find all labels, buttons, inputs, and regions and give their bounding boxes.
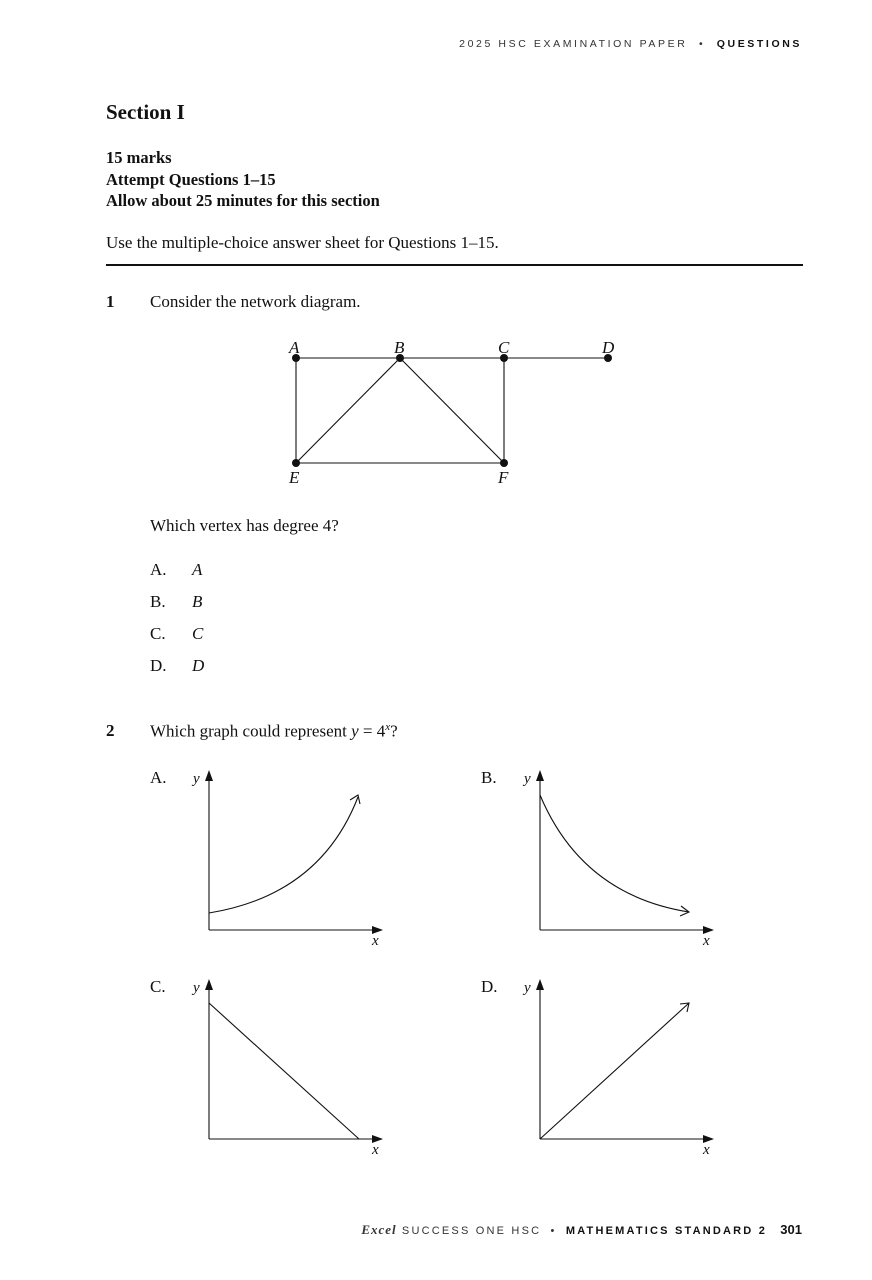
section-instruction: Use the multiple-choice answer sheet for Questions 1–15. [106, 233, 499, 252]
page-number: 301 [780, 1222, 802, 1237]
vertex-label-c: C [498, 338, 510, 357]
footer-series: SUCCESS ONE HSC [401, 1225, 542, 1237]
q2-prompt-text: Which graph could represent [150, 721, 352, 741]
vertex-e-dot [292, 459, 300, 467]
vertex-label-b: B [394, 338, 405, 357]
q2-option-d-letter: D. [481, 977, 498, 996]
graph-c-y-arrowhead [205, 979, 213, 990]
edge-b-f [400, 358, 504, 463]
q1-option-d-value: D [192, 656, 205, 675]
q1-question: Which vertex has degree 4? [150, 516, 339, 535]
q2-graph-b-ylabel: y [524, 771, 531, 787]
q1-option-c-letter: C. [150, 624, 166, 643]
graph-d-y-arrowhead [536, 979, 544, 990]
edge-b-e [296, 358, 400, 463]
q1-option-c-value: C [192, 624, 204, 643]
running-title: 2025 HSC EXAMINATION PAPER [459, 38, 688, 50]
vertex-f-dot [500, 459, 508, 467]
section-title: Section I [106, 100, 185, 124]
vertex-label-a: A [289, 338, 300, 357]
q2-number: 2 [106, 721, 115, 740]
graph-a-curve [209, 797, 358, 913]
q1-prompt: Consider the network diagram. [150, 292, 361, 311]
q2-graph-d-ylabel: y [524, 980, 531, 996]
graph-a-y-arrowhead [205, 770, 213, 781]
q2-graph-a-ylabel: y [193, 771, 200, 787]
q2-graph-c-ylabel: y [193, 980, 200, 996]
q2-prompt [150, 721, 398, 742]
q2-graph-d [0, 0, 1, 1]
q1-option-d-letter: D. [150, 656, 167, 675]
vertex-label-e: E [289, 468, 300, 487]
q2-graph-c-xlabel: x [372, 1142, 379, 1158]
q1-option-b-value: B [192, 592, 203, 611]
vertex-label-f: F [498, 468, 509, 487]
vertex-label-d: D [602, 338, 615, 357]
graph-c-line [209, 1003, 359, 1139]
section-time: Allow about 25 minutes for this section [106, 191, 380, 210]
q2-graph-b-xlabel: x [703, 933, 710, 949]
header-section-tag: QUESTIONS [716, 38, 802, 50]
q2-graph-a-xlabel: x [372, 933, 379, 949]
q1-number: 1 [106, 292, 115, 311]
q1-option-a-value: A [192, 560, 203, 579]
graph-a-curve-arrow [350, 795, 360, 804]
q2-graph-d-xlabel: x [703, 1142, 710, 1158]
running-header [459, 38, 802, 50]
section-attempt: Attempt Questions 1–15 [106, 170, 276, 189]
graph-d-line [540, 1003, 689, 1139]
q2-equation-exponent: x [385, 721, 391, 733]
q2-equation-eq: = 4 [358, 721, 386, 741]
graph-b-y-arrowhead [536, 770, 544, 781]
q2-option-a-letter: A. [150, 768, 167, 787]
section-divider [106, 264, 803, 266]
section-marks: 15 marks [106, 148, 172, 167]
q1-option-a-letter: A. [150, 560, 167, 579]
footer-subject: MATHEMATICS STANDARD 2 [565, 1225, 768, 1237]
q2-equation-lhs: y [351, 721, 359, 741]
header-separator: • [698, 38, 706, 50]
footer-brand: Excel [361, 1222, 397, 1237]
graph-b-curve [540, 795, 689, 912]
footer-separator: • [550, 1225, 557, 1237]
network-graph-svg [0, 0, 872, 1]
q2-option-b-letter: B. [481, 768, 497, 787]
running-footer [361, 1222, 802, 1238]
q2-prompt-end: ? [390, 721, 398, 741]
q2-option-c-letter: C. [150, 977, 166, 996]
q1-option-b-letter: B. [150, 592, 166, 611]
